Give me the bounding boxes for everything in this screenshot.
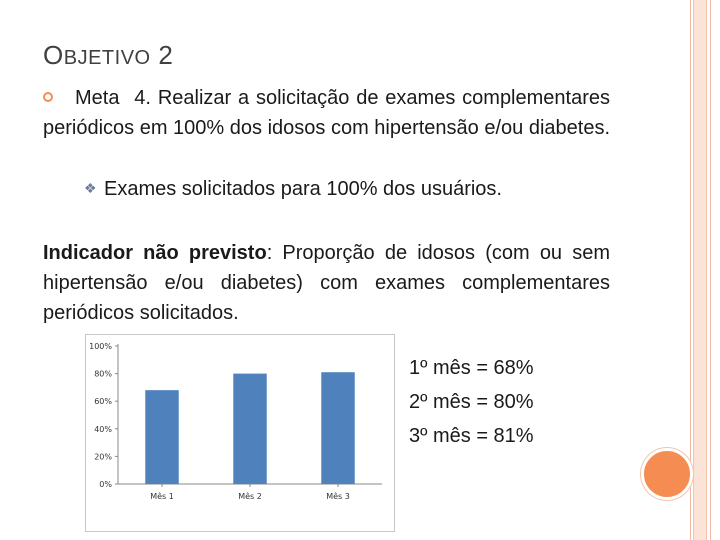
y-tick-label: 20% [94,452,112,462]
indicator-text: : Proporção de idosos (com ou sem hipertensão e/ou diabetes) com exames complementares periódicos solicitados. [43,242,610,324]
decor-stripe-right [710,0,711,540]
result-month-3: 3º mês = 81% [409,425,534,447]
title-number: 2 [158,40,174,70]
y-tick-label: 60% [94,397,112,407]
decor-stripe-band [693,0,707,540]
bar-chart [85,334,395,532]
decor-circle [641,448,693,500]
x-tick-label: Mês 3 [326,492,350,501]
decor-stripe-left [690,0,691,540]
bar [321,372,354,484]
y-tick-label: 0% [99,480,112,489]
x-tick-label: Mês 2 [238,492,262,501]
slide-title [43,37,173,76]
title-rest: BJETIVO [63,47,151,69]
ring-bullet-icon [43,92,53,102]
bar [145,390,178,484]
meta-sub-bullet [84,173,502,204]
x-tick-label: Mês 1 [150,492,174,501]
diamond-check-icon: ❖ [84,180,97,196]
result-month-1: 1º mês = 68% [409,357,534,379]
meta-paragraph [43,83,610,143]
result-month-2: 2º mês = 80% [409,391,534,413]
indicator-paragraph [43,238,610,328]
indicator-label: Indicador não previsto [43,242,267,264]
y-tick-label: 80% [94,369,112,379]
sub-bullet-text: Exames solicitados para 100% dos usuários. [104,178,502,200]
results-list [409,351,534,453]
meta-text: Realizar a solicitação de exames complementares periódicos em 100% dos idosos com hipertensão e/ou diabetes. [43,87,611,139]
bar [233,374,266,484]
title-first-letter: O [43,40,64,70]
meta-label: Meta 4. [75,87,151,109]
y-tick-label: 40% [94,424,112,434]
y-tick-label: 100% [89,342,112,351]
